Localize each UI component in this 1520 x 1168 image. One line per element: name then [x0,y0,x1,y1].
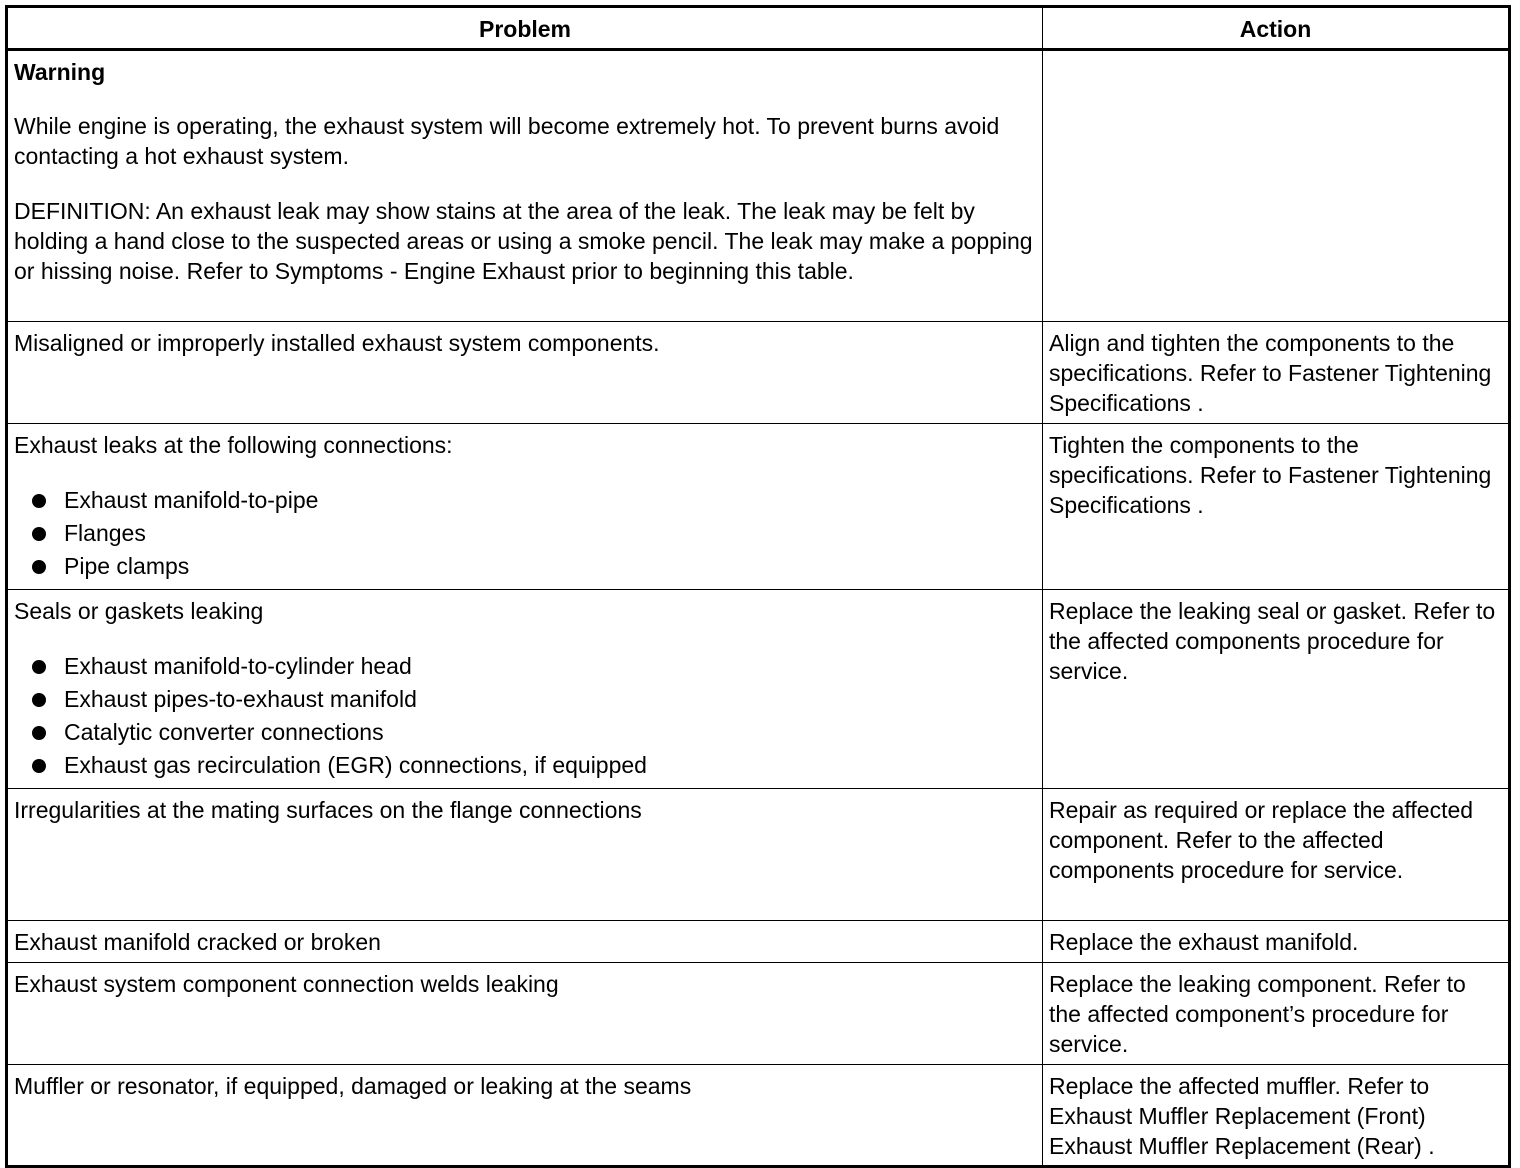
list-item-text: Exhaust manifold-to-cylinder head [64,653,412,679]
list-item [14,484,1036,517]
action-cell: Replace the leaking component. Refer to the affected component’s procedure for service. [1043,963,1510,1065]
warning-row [7,50,1510,322]
problem-cell: Muffler or resonator, if equipped, damaged or leaking at the seams [7,1065,1043,1167]
list-item-text: Flanges [64,520,146,546]
table-row [7,963,1510,1065]
bullet-list [14,484,1036,583]
list-item [14,550,1036,583]
list-item-text: Catalytic converter connections [64,719,384,745]
warning-cell [7,50,1043,322]
bullet-icon [32,527,46,541]
action-cell: Replace the affected muffler. Refer to Exhaust Muffler Replacement (Front) Exhaust Muffler Replacement (Rear) . [1043,1065,1510,1167]
table-row [7,921,1510,963]
list-item [14,716,1036,749]
warning-title: Warning [14,59,106,85]
action-cell: Repair as required or replace the affected component. Refer to the affected components procedure for service. [1043,789,1510,921]
bullet-icon [32,560,46,574]
bullet-icon [32,693,46,707]
problem-cell [7,590,1043,789]
problem-cell: Irregularities at the mating surfaces on the flange connections [7,789,1043,921]
problem-cell: Exhaust manifold cracked or broken [7,921,1043,963]
table-row [7,789,1510,921]
warning-action-cell [1043,50,1510,322]
warning-text: While engine is operating, the exhaust system will become extremely hot. To prevent burns avoid contacting a hot exhaust system. [14,113,1000,169]
bullet-icon [32,726,46,740]
list-item [14,650,1036,683]
action-cell: Replace the leaking seal or gasket. Refer to the affected components procedure for service. [1043,590,1510,789]
problem-text: Seals or gaskets leaking [14,598,264,624]
table-row [7,322,1510,424]
table-row [7,424,1510,590]
bullet-list [14,650,1036,782]
table-row [7,1065,1510,1167]
header-action: Action [1043,7,1510,50]
action-cell: Align and tighten the components to the specifications. Refer to Fastener Tightening Specifications . [1043,322,1510,424]
problem-text: Exhaust leaks at the following connections: [14,432,453,458]
list-item-text: Exhaust manifold-to-pipe [64,487,319,513]
action-cell: Tighten the components to the specifications. Refer to Fastener Tightening Specifications . [1043,424,1510,590]
definition-text: DEFINITION: An exhaust leak may show stains at the area of the leak. The leak may be felt by holding a hand close to the suspected areas or using a smoke pencil. The leak may make a popping or hissing noise. Refer to Symptoms - Engine Exhaust prior to beginning this table. [14,198,1033,284]
bullet-icon [32,759,46,773]
problem-cell: Misaligned or improperly installed exhaust system components. [7,322,1043,424]
diagnostic-table [5,5,1511,1168]
bullet-icon [32,494,46,508]
header-row [7,7,1510,50]
list-item [14,749,1036,782]
header-problem: Problem [7,7,1043,50]
list-item [14,517,1036,550]
bullet-icon [32,660,46,674]
list-item-text: Exhaust gas recirculation (EGR) connections, if equipped [64,752,647,778]
list-item-text: Pipe clamps [64,553,190,579]
table-row [7,590,1510,789]
list-item [14,683,1036,716]
action-cell: Replace the exhaust manifold. [1043,921,1510,963]
problem-cell [7,424,1043,590]
problem-cell: Exhaust system component connection welds leaking [7,963,1043,1065]
list-item-text: Exhaust pipes-to-exhaust manifold [64,686,417,712]
